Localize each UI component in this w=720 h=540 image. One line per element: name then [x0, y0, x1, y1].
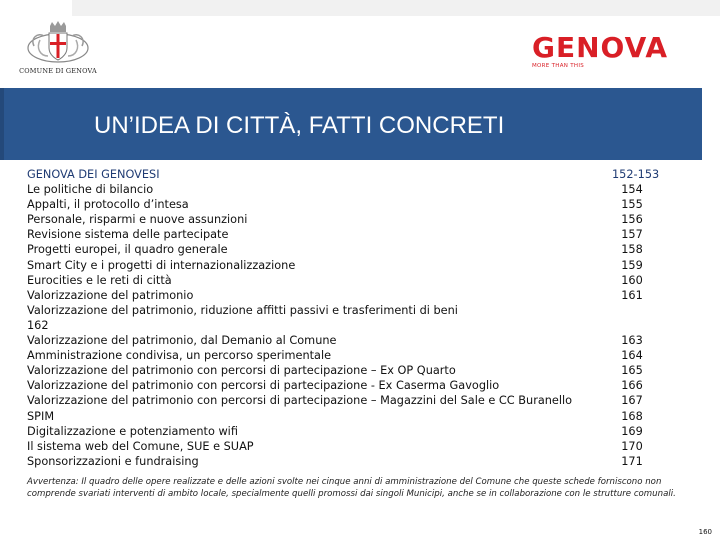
brand-wordmark: GENOVA [532, 31, 669, 64]
toc-item [27, 227, 677, 242]
toc-item [27, 333, 677, 348]
banner-edge [0, 88, 4, 160]
toc-item-page: 170 [621, 439, 643, 453]
toc-item [27, 439, 677, 454]
genova-brand-logo [532, 31, 702, 70]
toc-item-title: Valorizzazione del patrimonio con percorsi di partecipazione – Ex OP Quarto [27, 364, 456, 378]
toc-item [27, 258, 677, 273]
toc-item-page: 156 [621, 213, 643, 227]
toc-item-page: 161 [621, 288, 643, 302]
toc-item [27, 318, 677, 333]
toc-item-page: 165 [621, 364, 643, 378]
toc-item [27, 378, 677, 393]
toc-item-title: Il sistema web del Comune, SUE e SUAP [27, 439, 254, 453]
toc-item-page: 163 [621, 334, 643, 348]
toc-item-page: 158 [621, 243, 643, 257]
toc-item-title: 162 [27, 318, 49, 332]
toc-item-title: Revisione sistema delle partecipate [27, 228, 229, 242]
title-banner [0, 88, 702, 160]
toc-item-title: Progetti europei, il quadro generale [27, 243, 228, 257]
toc-item-title: Valorizzazione del patrimonio, dal Demanio al Comune [27, 334, 337, 348]
toc-item-page: 166 [621, 379, 643, 393]
toc-item-title: Valorizzazione del patrimonio, riduzione affitti passivi e trasferimenti di beni [27, 303, 458, 317]
toc-item-page: 160 [621, 273, 643, 287]
toc-item-page: 169 [621, 424, 643, 438]
toc-item [27, 424, 677, 439]
toc-item-title: Amministrazione condivisa, un percorso sperimentale [27, 349, 332, 363]
toc-item-title: Smart City e i progetti di internazionalizzazione [27, 258, 296, 272]
comune-di-genova-logo [12, 20, 104, 80]
toc-item [27, 182, 677, 197]
toc-item-title: Digitalizzazione e potenziamento wifi [27, 424, 238, 438]
toc-item-title: SPIM [27, 409, 55, 423]
toc-item [27, 273, 677, 288]
city-crest-icon [26, 20, 90, 66]
toc-item-title: Personale, risparmi e nuove assunzioni [27, 213, 248, 227]
toc-item [27, 197, 677, 212]
toc-item-title: Valorizzazione del patrimonio [27, 288, 194, 302]
toc-item-title: Valorizzazione del patrimonio con percorsi di partecipazione – Magazzini del Sale e CC Buranello [27, 394, 573, 408]
toc-item [27, 363, 677, 378]
toc-item-page: 171 [621, 454, 643, 468]
toc-item-title: Le politiche di bilancio [27, 183, 154, 197]
toc-item-page: 157 [621, 228, 643, 242]
top-strip [72, 0, 720, 16]
disclaimer-note: Avvertenza: Il quadro delle opere realizzate e delle azioni svolte nei cinque anni di amministrazione del Comune che queste schede forniscono non comprende svariati interventi di ambito locale, specialmente quelli promossi dai singoli Municipi, anche se in collaborazione con le strutture comunali. [27, 477, 676, 500]
toc-item [27, 242, 677, 257]
toc-item-title: Appalti, il protocollo d’intesa [27, 198, 189, 212]
toc-item-title: Sponsorizzazioni e fundraising [27, 454, 199, 468]
toc-item-page: 154 [621, 183, 643, 197]
toc-item [27, 348, 677, 363]
toc-item [27, 303, 677, 318]
toc-item [27, 167, 677, 182]
toc-item [27, 409, 677, 424]
logo-caption: COMUNE DI GENOVA [19, 67, 97, 75]
toc-item-title: Valorizzazione del patrimonio con percorsi di partecipazione - Ex Caserma Gavoglio [27, 379, 500, 393]
table-of-contents [27, 167, 677, 469]
toc-item [27, 454, 677, 469]
toc-item [27, 212, 677, 227]
toc-item [27, 393, 677, 408]
brand-tagline: MORE THAN THIS [532, 63, 585, 69]
page-title: UN’IDEA DI CITTÀ, FATTI CONCRETI [94, 112, 505, 139]
toc-item-title: GENOVA DEI GENOVESI [27, 168, 160, 181]
toc-item-page: 159 [621, 258, 643, 272]
toc-item-page: 152-153 [612, 168, 660, 181]
toc-item-page: 168 [621, 409, 643, 423]
toc-item-page: 155 [621, 198, 643, 212]
toc-item-page: 164 [621, 349, 643, 363]
toc-item [27, 288, 677, 303]
toc-item-page: 167 [621, 394, 643, 408]
toc-item-title: Eurocities e le reti di città [27, 273, 172, 287]
page-number: 160 [698, 528, 712, 536]
